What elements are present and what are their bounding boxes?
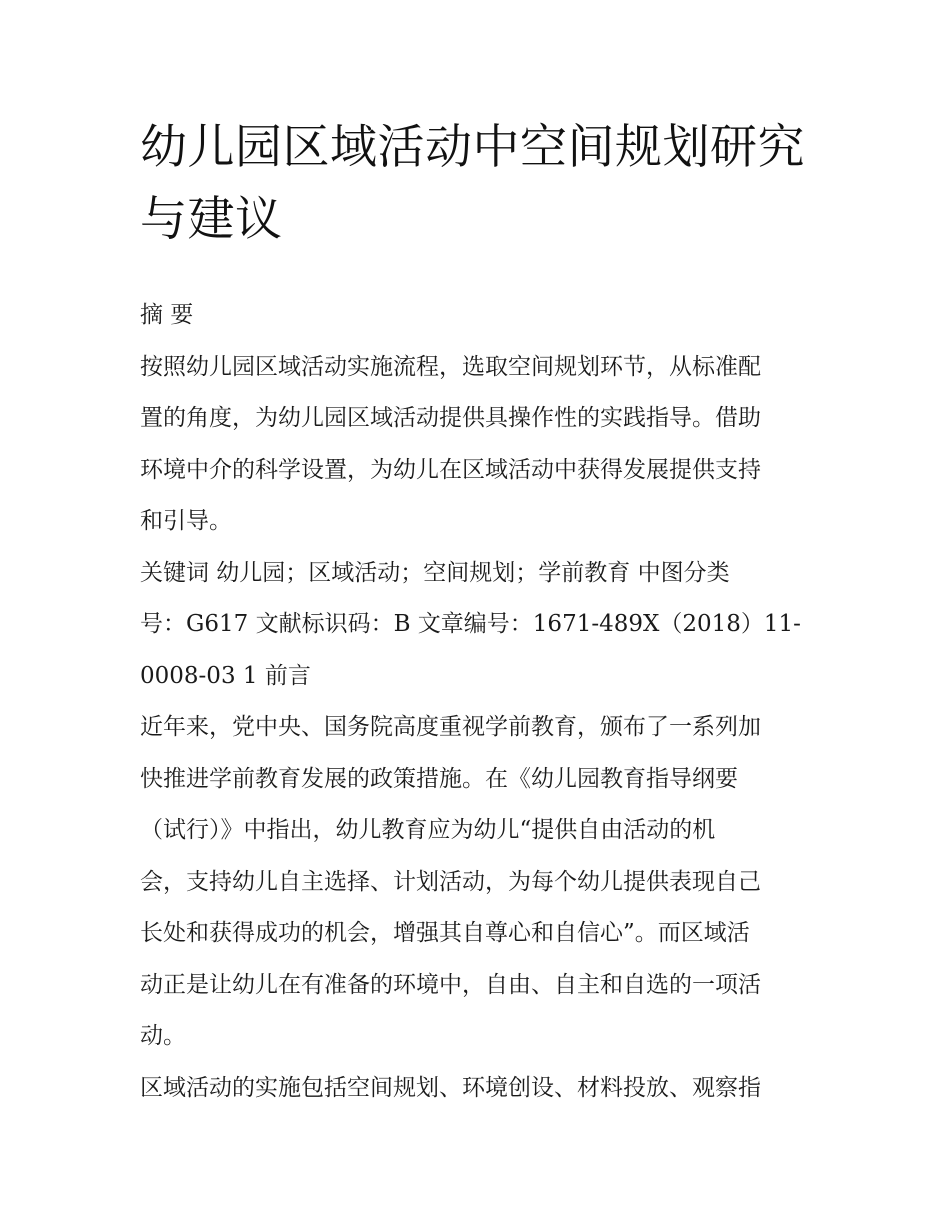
text-line: 长处和获得成功的机会，增强其自尊心和自信心”。而区域活	[140, 920, 750, 946]
keywords-line: 关键词 幼儿园；区域活动；空间规划；学前教育 中图分类	[140, 559, 730, 586]
text-line: 按照幼儿园区域活动实施流程，选取空间规划环节，从标准配	[140, 353, 761, 380]
abstract-heading: 摘 要	[140, 302, 194, 328]
document-title: 幼儿园区域活动中空间规划研究与建议	[140, 120, 805, 247]
text-line: 近年来，党中央、国务院高度重视学前教育，颁布了一系列加	[140, 714, 761, 740]
text-line: 快推进学前教育发展的政策措施。在《幼儿园教育指导纲要	[140, 765, 738, 792]
text-line: 动正是让幼儿在有准备的环境中，自由、自主和自选的一项活	[140, 971, 761, 998]
text-line: （试行）》中指出，幼儿教育应为幼儿“提供自由活动的机	[140, 817, 716, 843]
text-line: 动。	[140, 1023, 186, 1049]
text-line: 置的角度，为幼儿园区域活动提供具操作性的实践指导。借助	[140, 405, 761, 431]
text-line: 和引导。	[140, 508, 232, 534]
classification-line: 0008-03 1 前言	[140, 662, 311, 689]
text-line: 环境中介的科学设置，为幼儿在区域活动中获得发展提供支持	[140, 456, 761, 483]
classification-line: 号：G617 文献标识码：B 文章编号：1671-489X（2018）11-	[140, 611, 801, 637]
text-line: 会，支持幼儿自主选择、计划活动，为每个幼儿提供表现自己	[140, 868, 761, 895]
text-line: 区域活动的实施包括空间规划、环境创设、材料投放、观察指	[140, 1074, 761, 1101]
document-body	[140, 290, 810, 1114]
